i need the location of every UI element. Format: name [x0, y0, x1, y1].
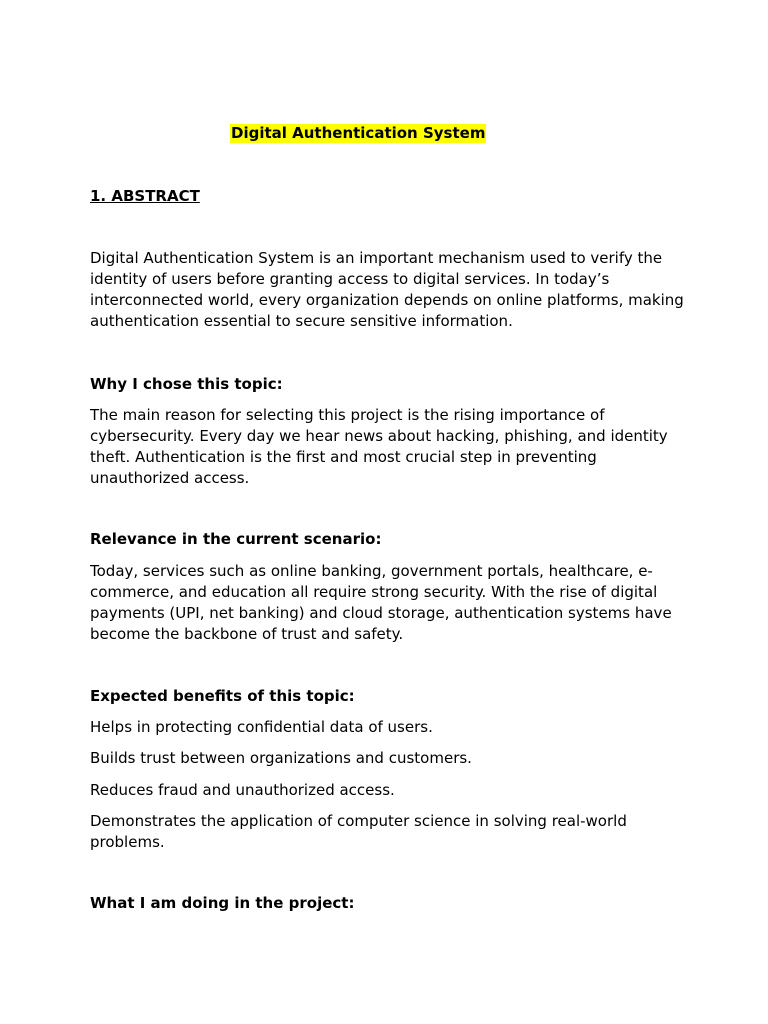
benefit-item: Reduces fraud and unauthorized access. [90, 781, 395, 799]
abstract-intro-paragraph: Digital Authentication System is an important mechanism used to verify the identity of users before granting access to digital services. In today’s interconnected world, every organization depends on online platforms, making authentication essential to secure sensitive information. [90, 249, 684, 330]
document-title: Digital Authentication System [231, 124, 486, 142]
benefit-item: Builds trust between organizations and customers. [90, 749, 472, 767]
benefits-heading: Expected benefits of this topic: [90, 687, 355, 705]
benefit-item: Helps in protecting confidential data of users. [90, 718, 433, 736]
relevance-paragraph: Today, services such as online banking, government portals, healthcare, e-commerce, and education all require strong security. With the rise of digital payments (UPI, net banking) and cloud storage, authentication systems have become the backbone of trust and safety. [90, 562, 672, 643]
benefit-item: Demonstrates the application of computer science in solving real-world problems. [90, 812, 627, 851]
project-work-heading: What I am doing in the project: [90, 894, 355, 912]
section-heading-abstract: 1. ABSTRACT [90, 187, 200, 205]
why-topic-paragraph: The main reason for selecting this project is the rising importance of cybersecurity. Every day we hear news about hacking, phishing, and identity theft. Authentication is the first and most crucial step in preventing unauthorized access. [90, 406, 668, 487]
why-topic-heading: Why I chose this topic: [90, 375, 283, 393]
relevance-heading: Relevance in the current scenario: [90, 530, 382, 548]
document-body [90, 186, 690, 914]
